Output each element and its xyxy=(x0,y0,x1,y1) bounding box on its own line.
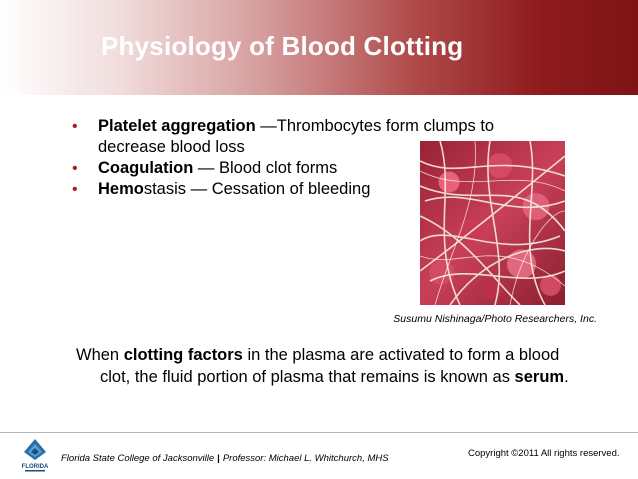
college-logo xyxy=(20,438,50,474)
serum-paragraph xyxy=(76,345,570,388)
paragraph-text: . xyxy=(564,367,569,386)
blood-clot-micrograph xyxy=(420,141,565,305)
paragraph-term: serum xyxy=(514,367,565,386)
svg-text:FLORIDA: FLORIDA xyxy=(21,464,49,470)
paragraph-term: clotting factors xyxy=(123,346,243,364)
professor-name: Professor: Michael L. Whitchurch, MHS xyxy=(222,453,389,464)
fibrin-strands-icon xyxy=(420,141,565,305)
image-credit: Susumu Nishinaga/Photo Researchers, Inc. xyxy=(393,313,597,325)
bullet-dot-icon: • xyxy=(72,118,78,135)
institution-name: Florida State College of Jacksonville xyxy=(61,453,215,464)
bullet-dot-icon: • xyxy=(72,160,78,177)
copyright-notice: Copyright ©2011 All rights reserved. xyxy=(468,448,620,459)
footer-attribution xyxy=(61,453,389,464)
bullet-term: Platelet aggregation xyxy=(98,117,256,135)
footer-divider xyxy=(0,432,638,433)
bullet-text: — Blood clot forms xyxy=(193,159,338,177)
paragraph-text: in the plasma are activated to form a blood clot, the fluid portion of plasma that remains is known as xyxy=(100,346,560,386)
bullet-term: Coagulation xyxy=(98,159,194,177)
bullet-text: stasis — Cessation of bleeding xyxy=(143,180,371,198)
paragraph-text: When xyxy=(76,346,124,364)
bullet-term: Hemo xyxy=(98,180,144,198)
slide-title: Physiology of Blood Clotting xyxy=(101,31,464,61)
footer-separator: | xyxy=(217,453,220,464)
bullet-text: —Thrombocytes form clumps to decrease blood loss xyxy=(98,117,495,156)
florida-logo-icon xyxy=(20,438,50,474)
bullet-dot-icon: • xyxy=(72,181,78,198)
